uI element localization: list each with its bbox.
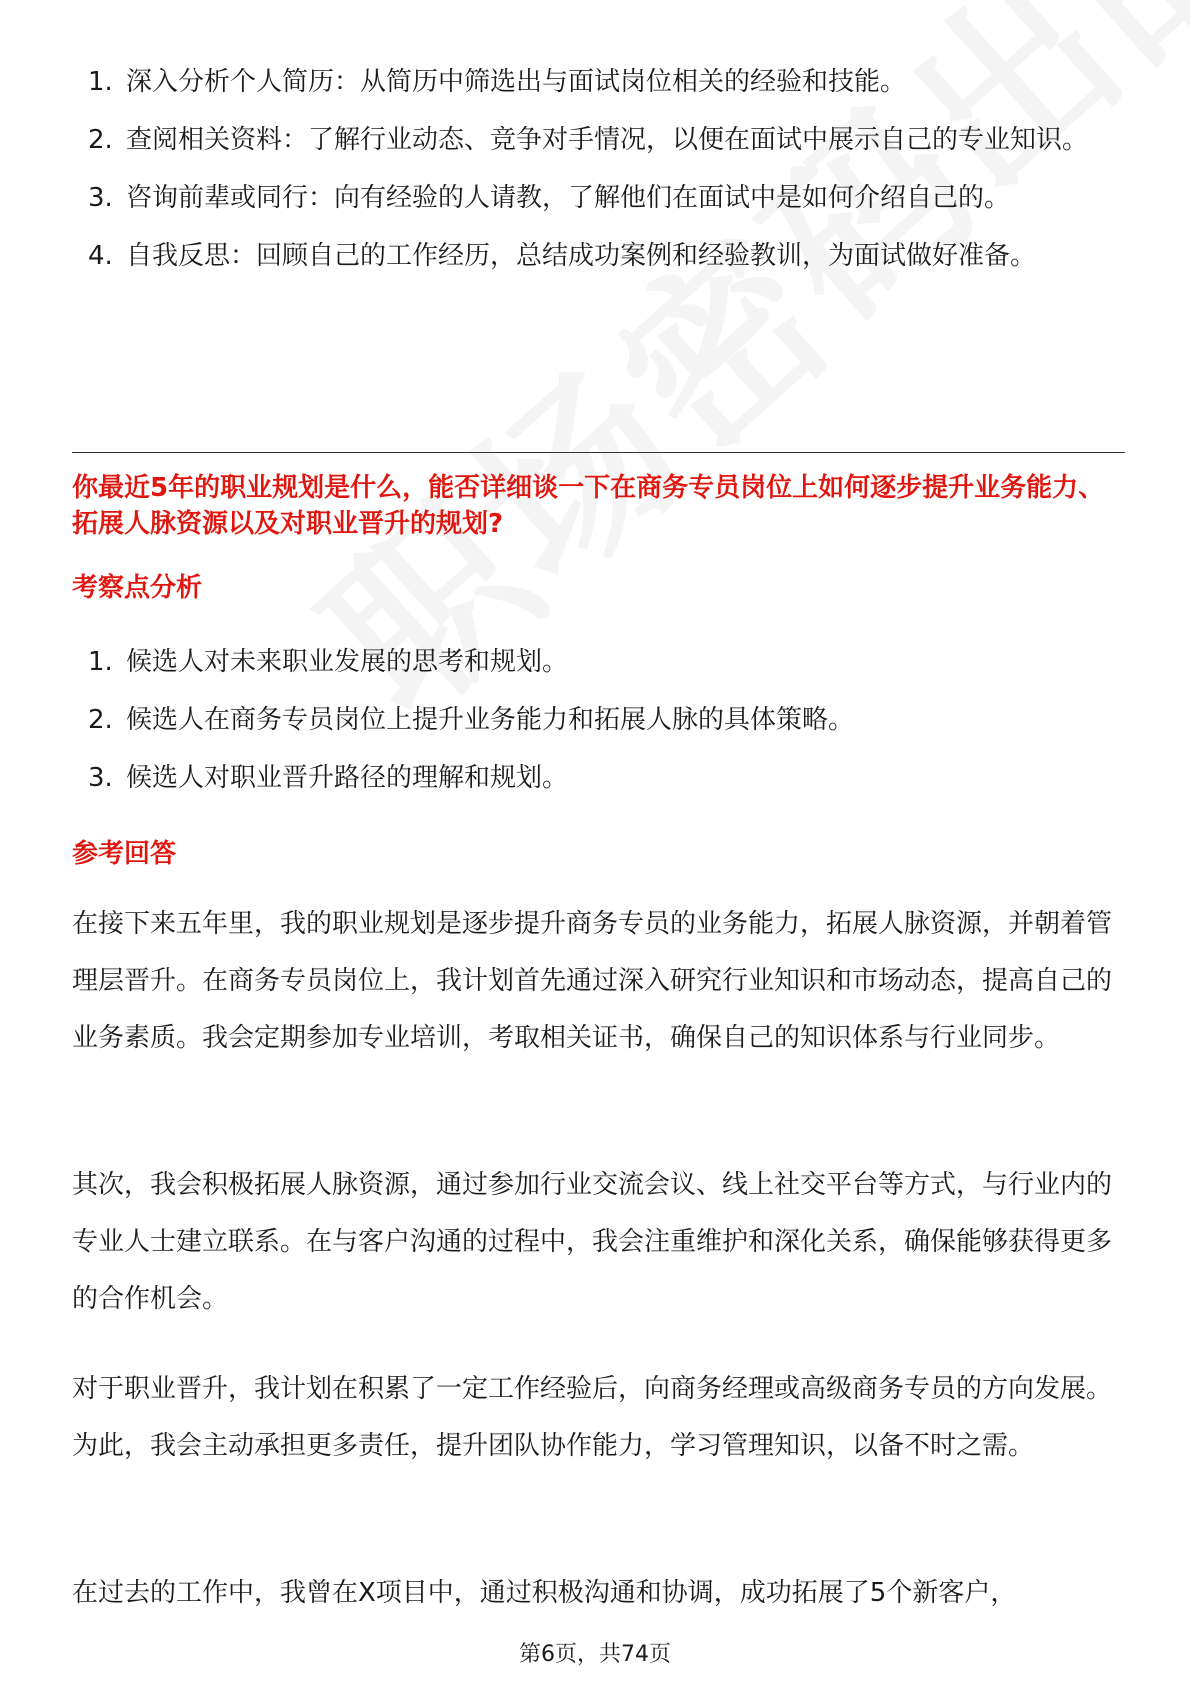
list-number: 3. [88, 183, 113, 213]
list-item [72, 112, 1122, 169]
list-item-text: 候选人在商务专员岗位上提升业务能力和拓展人脉的具体策略。 [126, 705, 855, 735]
list-item-text: 咨询前辈或同行：向有经验的人请教，了解他们在面试中是如何介绍自己的。 [126, 183, 1011, 213]
list-number: 2. [88, 705, 113, 735]
intro-list [72, 54, 1122, 286]
list-number: 3. [88, 763, 113, 793]
list-item-text: 自我反思：回顾自己的工作经历，总结成功案例和经验教训，为面试做好准备。 [126, 241, 1037, 271]
list-item [72, 750, 1122, 807]
list-item [72, 54, 1122, 111]
list-item [72, 228, 1122, 285]
list-item-text: 深入分析个人简历：从简历中筛选出与面试岗位相关的经验和技能。 [126, 67, 907, 97]
answer-paragraph: 对于职业晋升，我计划在积累了一定工作经验后，向商务经理或高级商务专员的方向发展。为此，我会主动承担更多责任，提升团队协作能力，学习管理知识，以备不时之需。 [72, 1374, 1113, 1461]
list-item [72, 692, 1122, 749]
page-number: 第6页，共74页 [519, 1642, 671, 1667]
list-number: 1. [88, 67, 113, 97]
list-number: 4. [88, 241, 113, 271]
question-heading: 你最近5年的职业规划是什么，能否详细谈一下在商务专员岗位上如何逐步提升业务能力、拓展人脉资源以及对职业晋升的规划? [72, 473, 1105, 539]
analysis-heading: 考察点分析 [72, 573, 203, 603]
list-number: 1. [88, 647, 113, 677]
list-item-text: 候选人对未来职业发展的思考和规划。 [126, 647, 569, 677]
analysis-list [72, 634, 1122, 808]
list-item-text: 查阅相关资料：了解行业动态、竞争对手情况，以便在面试中展示自己的专业知识。 [126, 125, 1089, 155]
section-divider [72, 452, 1125, 453]
list-item [72, 634, 1122, 691]
list-item-text: 候选人对职业晋升路径的理解和规划。 [126, 763, 569, 793]
list-item [72, 170, 1122, 227]
answer-heading: 参考回答 [72, 839, 177, 869]
answer-paragraph: 其次，我会积极拓展人脉资源，通过参加行业交流会议、线上社交平台等方式，与行业内的专业人士建立联系。在与客户沟通的过程中，我会注重维护和深化关系，确保能够获得更多的合作机会。 [72, 1170, 1113, 1314]
answer-paragraph: 在过去的工作中，我曾在X项目中，通过积极沟通和协调，成功拓展了5个新客户， [72, 1578, 1017, 1608]
answer-paragraph: 在接下来五年里，我的职业规划是逐步提升商务专员的业务能力，拓展人脉资源，并朝着管理层晋升。在商务专员岗位上，我计划首先通过深入研究行业知识和市场动态，提高自己的业务素质。我会定期参加专业培训，考取相关证书，确保自己的知识体系与行业同步。 [72, 909, 1113, 1053]
list-number: 2. [88, 125, 113, 155]
